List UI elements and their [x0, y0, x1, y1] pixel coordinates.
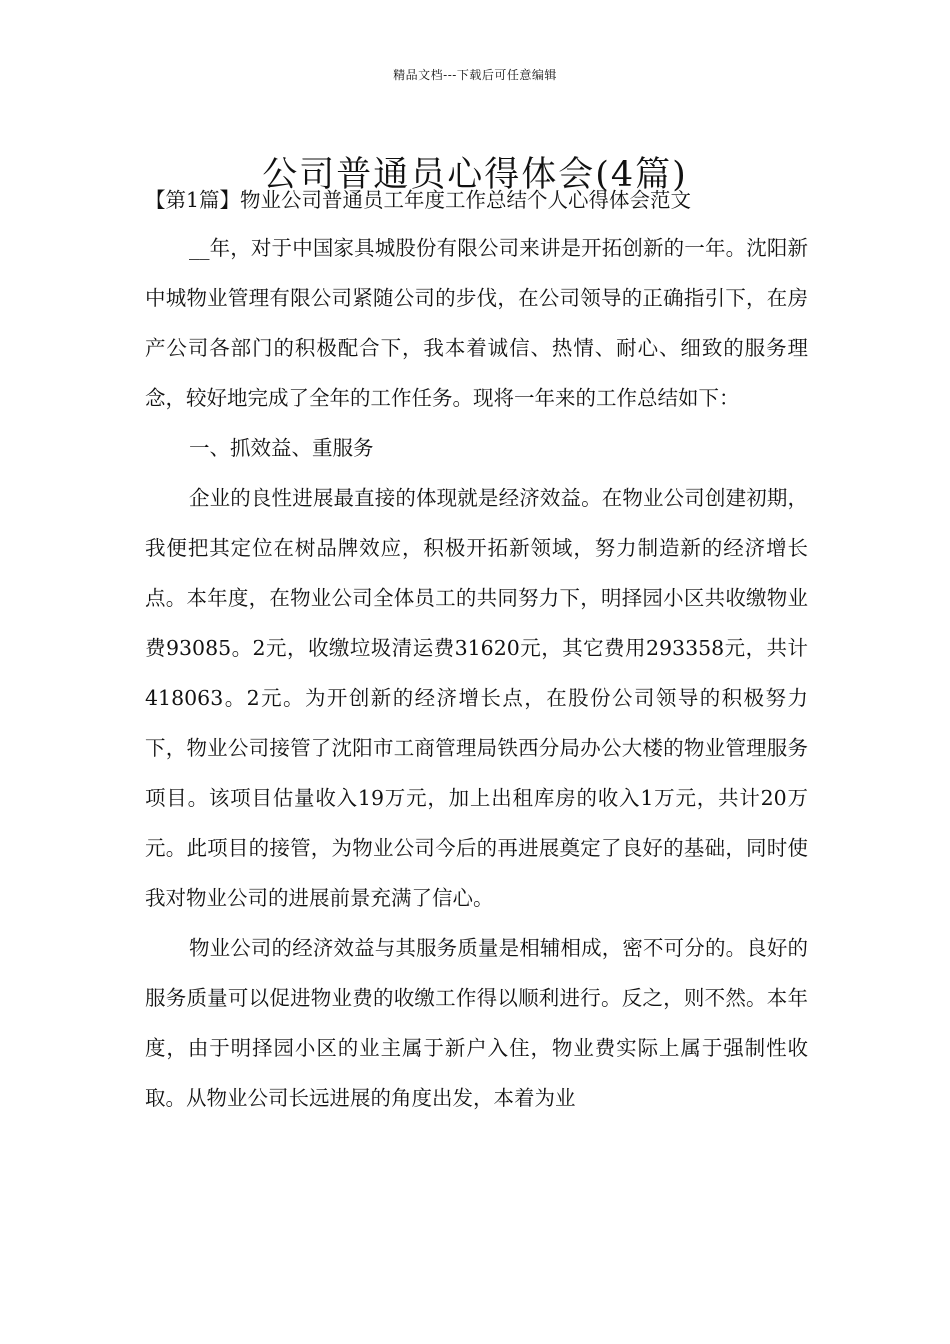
document-body — [145, 223, 808, 1123]
paragraph-service-quality: 物业公司的经济效益与其服务质量是相辅相成，密不可分的。良好的服务质量可以促进物业费的收缴工作得以顺利进行。反之，则不然。本年度，由于明择园小区的业主属于新户入住，物业费实际上属于强制性收取。从物业公司长远进展的角度出发，本着为业 — [145, 936, 808, 1110]
paragraph-intro: __年，对于中国家具城股份有限公司来讲是开拓创新的一年。沈阳新中城物业管理有限公司紧随公司的步伐，在公司领导的正确指引下，在房产公司各部门的积极配合下，我本着诚信、热情、耐心、细致的服务理念，较好地完成了全年的工作任务。现将一年来的工作总结如下： — [145, 236, 808, 410]
paragraph-economic-benefit: 企业的良性进展最直接的体现就是经济效益。在物业公司创建初期，我便把其定位在树品牌效应，积极开拓新领域，努力制造新的经济增长点。本年度，在物业公司全体员工的共同努力下，明择园小区共收缴物业费93085。2元，收缴垃圾清运费31620元，其它费用293358元，共计418063。2元。为开创新的经济增长点，在股份公司领导的积极努力下，物业公司接管了沈阳市工商管理局铁西分局办公大楼的物业管理服务项目。该项目估量收入19万元，加上出租库房的收入1万元，共计20万元。此项目的接管，为物业公司今后的再进展奠定了良好的基础，同时使我对物业公司的进展前景充满了信心。 — [145, 486, 808, 910]
header-note: 精品文档---下载后可任意编辑 — [393, 68, 557, 82]
subheading-benefit-service: 一、抓效益、重服务 — [189, 436, 374, 460]
document-title: 公司普通员心得体会(4篇) — [262, 155, 688, 196]
section-heading: 【第1篇】物业公司普通员工年度工作总结个人心得体会范文 — [145, 188, 692, 212]
